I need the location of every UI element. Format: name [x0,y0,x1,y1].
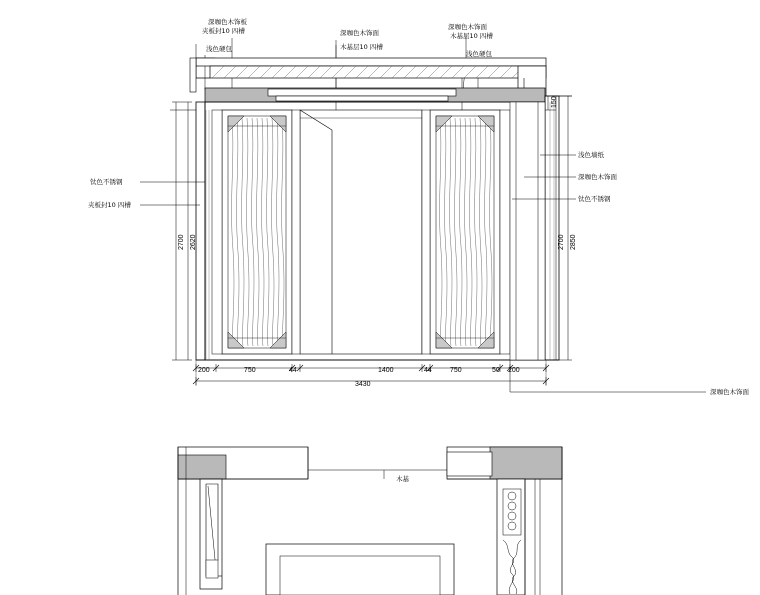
dimension-200-right: 200 [508,367,520,374]
annotation-top-3: 浅色硬包 [206,45,232,53]
dimension-750-right: 750 [450,367,462,374]
annotation-top-5: 木基层10 四槽 [340,43,383,51]
annotation-right-3: 钛色不锈钢 [578,195,611,203]
dimension-44-left: 44 [289,367,297,374]
annotation-right-2: 深咖色木饰面 [578,173,617,181]
dimension-v-150: 150 [551,96,558,108]
elevation-drawing [140,34,706,392]
dimension-750-left: 750 [244,367,256,374]
left-wood-panel [222,110,292,354]
annotation-top-4: 深咖色木饰面 [340,29,379,37]
annotation-left-2: 夹板封10 四槽 [88,201,131,209]
annotation-top-6: 深咖色木饰面 [448,23,487,31]
dimension-v-2700-right: 2700 [558,234,565,250]
dimension-v-2620: 2620 [190,234,197,250]
detail-section-drawing [178,447,562,595]
dimension-v-2850: 2850 [570,234,577,250]
left-leader-lines [140,182,205,205]
annotation-bottom-1: 深咖色木饰面 [710,388,749,396]
annotation-right-1: 浅色墙纸 [578,151,604,159]
annotation-top-8: 浅色硬包 [466,50,492,58]
annotation-top-1: 深咖色木饰板 [208,18,247,26]
dimension-total-3430: 3430 [355,381,371,388]
annotation-top-7: 木基层10 四槽 [450,32,493,40]
dimension-44-right: 44 [424,367,432,374]
dimension-v-2700-left: 2700 [178,234,185,250]
annotation-detail-1: 木基 [396,475,409,483]
ceiling-recess [205,88,545,102]
dimension-50: 50 [492,367,500,374]
right-wood-panel [430,110,500,354]
dimension-200-left: 200 [198,367,210,374]
dimension-1400: 1400 [378,367,394,374]
annotation-left-1: 钛色不锈钢 [90,178,123,186]
center-field [300,110,422,354]
annotation-top-2: 夹板封10 四槽 [202,27,245,35]
